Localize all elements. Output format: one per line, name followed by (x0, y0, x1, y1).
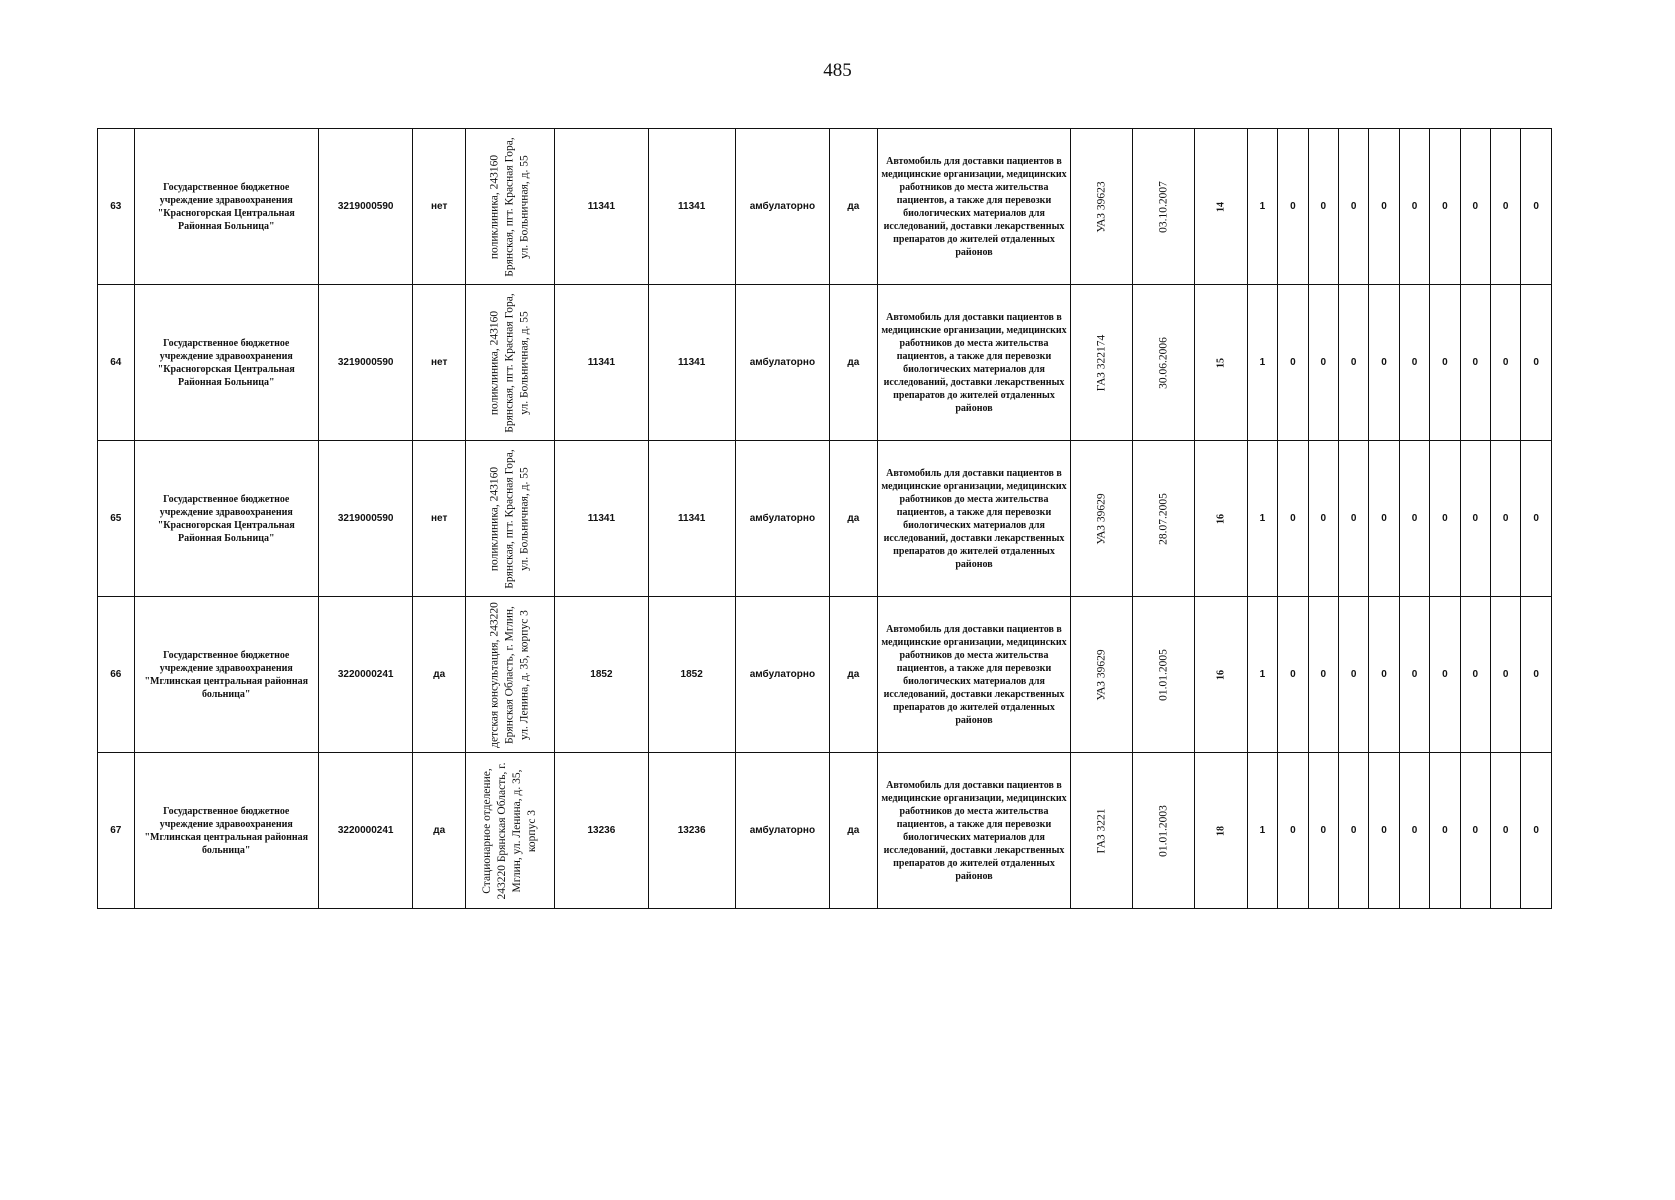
count-cell: 0 (1338, 597, 1368, 753)
count-cell: 0 (1338, 285, 1368, 441)
count-cell: 0 (1399, 129, 1429, 285)
count-cell: 0 (1430, 285, 1460, 441)
vehicle-date: 30.06.2006 (1157, 336, 1170, 389)
vehicle-model: ГАЗ 322174 (1095, 334, 1108, 391)
service-mode: амбулаторно (735, 285, 829, 441)
count-cell: 0 (1369, 753, 1399, 909)
flag-value: нет (413, 285, 466, 441)
count-cell: 0 (1308, 597, 1338, 753)
value-1: 1852 (555, 597, 648, 753)
inn-code: 3219000590 (319, 129, 413, 285)
service-mode: амбулаторно (735, 129, 829, 285)
table-row (98, 441, 1552, 597)
vehicle-date-cell (1133, 753, 1195, 909)
table-row (98, 285, 1552, 441)
count-cell: 0 (1521, 285, 1552, 441)
table-row (98, 753, 1552, 909)
vehicle-registry-table (97, 128, 1552, 909)
vehicle-age-cell (1195, 597, 1248, 753)
vehicle-date: 01.01.2005 (1157, 648, 1170, 701)
count-cell: 0 (1369, 597, 1399, 753)
vehicle-age-cell (1195, 441, 1248, 597)
vehicle-age: 16 (1215, 669, 1227, 680)
service-mode: амбулаторно (735, 597, 829, 753)
organization-name: Государственное бюджетное учреждение здравоохранения "Мглинская центральная районная больница" (134, 753, 319, 909)
value-2: 11341 (648, 285, 735, 441)
value-2: 13236 (648, 753, 735, 909)
vehicle-date: 28.07.2005 (1157, 492, 1170, 545)
count-cell: 0 (1430, 753, 1460, 909)
inn-code: 3219000590 (319, 285, 413, 441)
vehicle-age-cell (1195, 753, 1248, 909)
count-cell: 0 (1308, 129, 1338, 285)
value-1: 11341 (555, 285, 648, 441)
value-1: 13236 (555, 753, 648, 909)
count-cell: 0 (1278, 285, 1308, 441)
page-number: 485 (823, 60, 852, 81)
count-cell: 0 (1490, 753, 1520, 909)
count-cell: 0 (1338, 753, 1368, 909)
vehicle-description: Автомобиль для доставки пациентов в медицинские организации, медицинских работников до места жительства пациентов, а также для перевозки биологических материалов для исследований, доставки лекарственных препаратов до жителей отдаленных районов (877, 441, 1071, 597)
vehicle-date: 03.10.2007 (1157, 180, 1170, 233)
flag-value: нет (413, 129, 466, 285)
yes-flag: да (830, 441, 878, 597)
organization-name: Государственное бюджетное учреждение здравоохранения "Мглинская центральная районная больница" (134, 597, 319, 753)
count-cell: 0 (1369, 285, 1399, 441)
count-cell: 1 (1247, 285, 1277, 441)
organization-name: Государственное бюджетное учреждение здравоохранения "Красногорская Центральная Районная Больница" (134, 285, 319, 441)
count-cell: 0 (1369, 441, 1399, 597)
vehicle-model-cell (1071, 753, 1133, 909)
value-1: 11341 (555, 129, 648, 285)
count-cell: 0 (1521, 597, 1552, 753)
yes-flag: да (830, 129, 878, 285)
count-cell: 0 (1338, 129, 1368, 285)
count-cell: 0 (1430, 129, 1460, 285)
vehicle-age-cell (1195, 285, 1248, 441)
vehicle-age: 18 (1215, 825, 1227, 836)
vehicle-model: ГАЗ 3221 (1095, 807, 1108, 854)
count-cell: 0 (1521, 441, 1552, 597)
service-mode: амбулаторно (735, 753, 829, 909)
vehicle-description: Автомобиль для доставки пациентов в медицинские организации, медицинских работников до места жительства пациентов, а также для перевозки биологических материалов для исследований, доставки лекарственных препаратов до жителей отдаленных районов (877, 285, 1071, 441)
count-cell: 0 (1278, 753, 1308, 909)
value-2: 11341 (648, 129, 735, 285)
count-cell: 0 (1338, 441, 1368, 597)
vehicle-description: Автомобиль для доставки пациентов в медицинские организации, медицинских работников до места жительства пациентов, а также для перевозки биологических материалов для исследований, доставки лекарственных препаратов до жителей отдаленных районов (877, 597, 1071, 753)
count-cell: 0 (1460, 441, 1490, 597)
registry-body (98, 129, 1552, 909)
vehicle-model: УАЗ 39629 (1095, 648, 1108, 701)
service-mode: амбулаторно (735, 441, 829, 597)
address-text: поликлиника, 243160 Брянская, пгт. Красная Гора, ул. Больничная, д. 55 (488, 136, 531, 277)
count-cell: 0 (1399, 753, 1429, 909)
count-cell: 1 (1247, 441, 1277, 597)
vehicle-date-cell (1133, 285, 1195, 441)
address-text: поликлиника, 243160 Брянская, пгт. Красная Гора, ул. Больничная, д. 55 (488, 448, 531, 589)
count-cell: 0 (1399, 285, 1429, 441)
count-cell: 0 (1460, 129, 1490, 285)
vehicle-description: Автомобиль для доставки пациентов в медицинские организации, медицинских работников до места жительства пациентов, а также для перевозки биологических материалов для исследований, доставки лекарственных препаратов до жителей отдаленных районов (877, 753, 1071, 909)
vehicle-age: 14 (1215, 201, 1227, 212)
count-cell: 0 (1278, 441, 1308, 597)
vehicle-description: Автомобиль для доставки пациентов в медицинские организации, медицинских работников до места жительства пациентов, а также для перевозки биологических материалов для исследований, доставки лекарственных препаратов до жителей отдаленных районов (877, 129, 1071, 285)
yes-flag: да (830, 597, 878, 753)
flag-value: нет (413, 441, 466, 597)
vehicle-model-cell (1071, 285, 1133, 441)
count-cell: 0 (1430, 597, 1460, 753)
address-cell (466, 441, 555, 597)
count-cell: 0 (1278, 597, 1308, 753)
organization-name: Государственное бюджетное учреждение здравоохранения "Красногорская Центральная Районная Больница" (134, 129, 319, 285)
vehicle-model: УАЗ 39623 (1095, 180, 1108, 233)
inn-code: 3220000241 (319, 753, 413, 909)
yes-flag: да (830, 753, 878, 909)
value-2: 11341 (648, 441, 735, 597)
row-number: 67 (98, 753, 135, 909)
count-cell: 0 (1430, 441, 1460, 597)
count-cell: 0 (1521, 129, 1552, 285)
flag-value: да (413, 597, 466, 753)
vehicle-date-cell (1133, 129, 1195, 285)
vehicle-date-cell (1133, 441, 1195, 597)
count-cell: 1 (1247, 753, 1277, 909)
count-cell: 0 (1460, 597, 1490, 753)
count-cell: 0 (1460, 285, 1490, 441)
vehicle-age-cell (1195, 129, 1248, 285)
address-cell (466, 753, 555, 909)
vehicle-date: 01.01.2003 (1157, 804, 1170, 857)
count-cell: 0 (1308, 753, 1338, 909)
row-number: 64 (98, 285, 135, 441)
vehicle-model: УАЗ 39629 (1095, 492, 1108, 545)
row-number: 63 (98, 129, 135, 285)
address-text: поликлиника, 243160 Брянская, пгт. Красная Гора, ул. Больничная, д. 55 (488, 292, 531, 433)
count-cell: 0 (1490, 441, 1520, 597)
count-cell: 0 (1490, 285, 1520, 441)
address-text: детская консультация, 243220 Брянская Область, г. Мглин, ул. Ленина, д. 35, корпус 3 (488, 601, 531, 748)
vehicle-date-cell (1133, 597, 1195, 753)
organization-name: Государственное бюджетное учреждение здравоохранения "Красногорская Центральная Районная Больница" (134, 441, 319, 597)
table-row (98, 129, 1552, 285)
count-cell: 0 (1278, 129, 1308, 285)
count-cell: 0 (1490, 129, 1520, 285)
inn-code: 3219000590 (319, 441, 413, 597)
vehicle-age: 15 (1215, 357, 1227, 368)
count-cell: 0 (1399, 441, 1429, 597)
yes-flag: да (830, 285, 878, 441)
count-cell: 0 (1521, 753, 1552, 909)
count-cell: 0 (1490, 597, 1520, 753)
table-row (98, 597, 1552, 753)
value-2: 1852 (648, 597, 735, 753)
count-cell: 0 (1460, 753, 1490, 909)
count-cell: 0 (1399, 597, 1429, 753)
count-cell: 1 (1247, 597, 1277, 753)
address-cell (466, 597, 555, 753)
count-cell: 0 (1369, 129, 1399, 285)
value-1: 11341 (555, 441, 648, 597)
row-number: 65 (98, 441, 135, 597)
vehicle-model-cell (1071, 441, 1133, 597)
count-cell: 1 (1247, 129, 1277, 285)
address-cell (466, 129, 555, 285)
vehicle-model-cell (1071, 597, 1133, 753)
vehicle-model-cell (1071, 129, 1133, 285)
address-text: Стационарное отделение, 243220 Брянская Область, г. Мглин, ул. Ленина, д. 35, корпус 3 (481, 761, 539, 900)
count-cell: 0 (1308, 285, 1338, 441)
address-cell (466, 285, 555, 441)
flag-value: да (413, 753, 466, 909)
row-number: 66 (98, 597, 135, 753)
vehicle-age: 16 (1215, 513, 1227, 524)
count-cell: 0 (1308, 441, 1338, 597)
inn-code: 3220000241 (319, 597, 413, 753)
